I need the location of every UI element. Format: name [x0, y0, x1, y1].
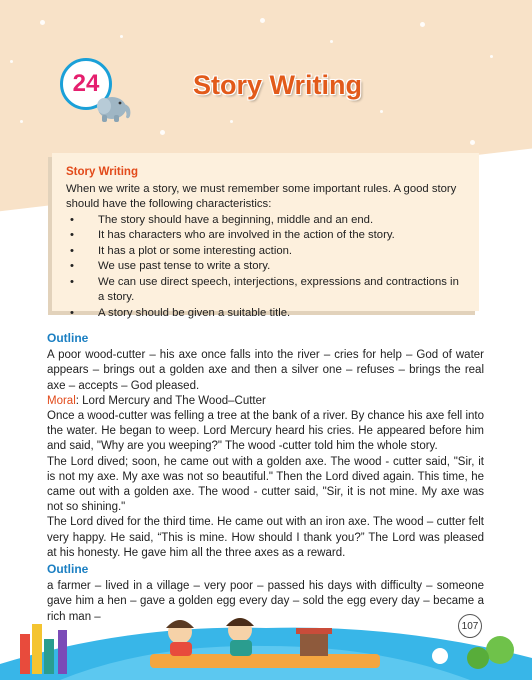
snow-dot — [380, 110, 383, 113]
snow-dot — [330, 40, 333, 43]
rule-item: • We can use direct speech, interjections, expressions and contractions in a story. — [66, 275, 465, 306]
snow-dot — [40, 20, 45, 25]
rules-box — [52, 153, 479, 319]
snow-dot — [490, 55, 493, 58]
chapter-number: 24 — [72, 70, 100, 97]
outline-text: A poor wood-cutter – his axe once falls into the river – cries for help – God of water appears – brings out a golden axe and then a silver one – refuses – brings the real axe – accepts – God pleased. — [47, 349, 484, 392]
snow-dot — [20, 120, 23, 123]
snow-dot — [470, 140, 475, 145]
rule-item: • It has a plot or some interesting action. — [66, 244, 465, 260]
story-paragraph: The Lord dived for the third time. He came out with an iron axe. The wood – cutter felt very happy. He said, “This is mine. How should I thank you?” The Lord was pleased at his honesty. He gave him all the three axes as a reward. — [47, 516, 484, 559]
chapter-title: Story Writing — [193, 70, 363, 100]
moral-title: : Lord Mercury and The Wood–Cutter — [75, 394, 266, 407]
snow-dot — [230, 120, 233, 123]
rule-item: • A story should be given a suitable title. — [66, 306, 465, 322]
elephant-icon — [92, 90, 134, 124]
snow-dot — [10, 60, 13, 63]
moral-line — [47, 394, 484, 409]
footer-illustration — [0, 594, 532, 680]
story-paragraph: The Lord dived; soon, he came out with a golden axe. The wood - cutter said, "Sir, it is not my axe. My axe was not so beautiful." Then the Lord dived again. This time, he came out with a golden axe. The wood - cutter said, "Sir, it is not mine. My axe was not so shining." — [47, 455, 484, 514]
rules-intro: When we write a story, we must remember some important rules. A good story should have the following characteristics: — [66, 182, 457, 210]
rule-item: • We use past tense to write a story. — [66, 259, 465, 275]
snow-dot — [260, 18, 265, 23]
snow-dot — [120, 35, 123, 38]
rule-item: • The story should have a beginning, middle and an end. — [66, 213, 465, 229]
snow-dot — [420, 22, 425, 27]
rule-item: • It has characters who are involved in the action of the story. — [66, 228, 465, 244]
outline-heading: Outline — [47, 331, 89, 345]
outline-heading: Outline — [47, 562, 89, 577]
outline-text: a farmer – lived in a village – very poor – passed his days with difficulty – someone gave him a hen – gave a golden egg every day – sold the egg every day – became a rich man – — [47, 580, 484, 623]
rules-heading: Story Writing — [66, 166, 138, 178]
moral-label: Moral — [47, 394, 76, 407]
story-paragraph: Once a wood-cutter was felling a tree at the bank of a river. By chance his axe fell into the water. He began to weep. Lord Mercury heard his cries. He appeared before him and said, "Why are you weeping?" The wood -cutter told him the whole story. — [47, 410, 484, 453]
main-content — [47, 331, 484, 625]
page-number: 107 — [458, 614, 482, 638]
snow-dot — [160, 130, 165, 135]
rules-list — [66, 213, 465, 322]
